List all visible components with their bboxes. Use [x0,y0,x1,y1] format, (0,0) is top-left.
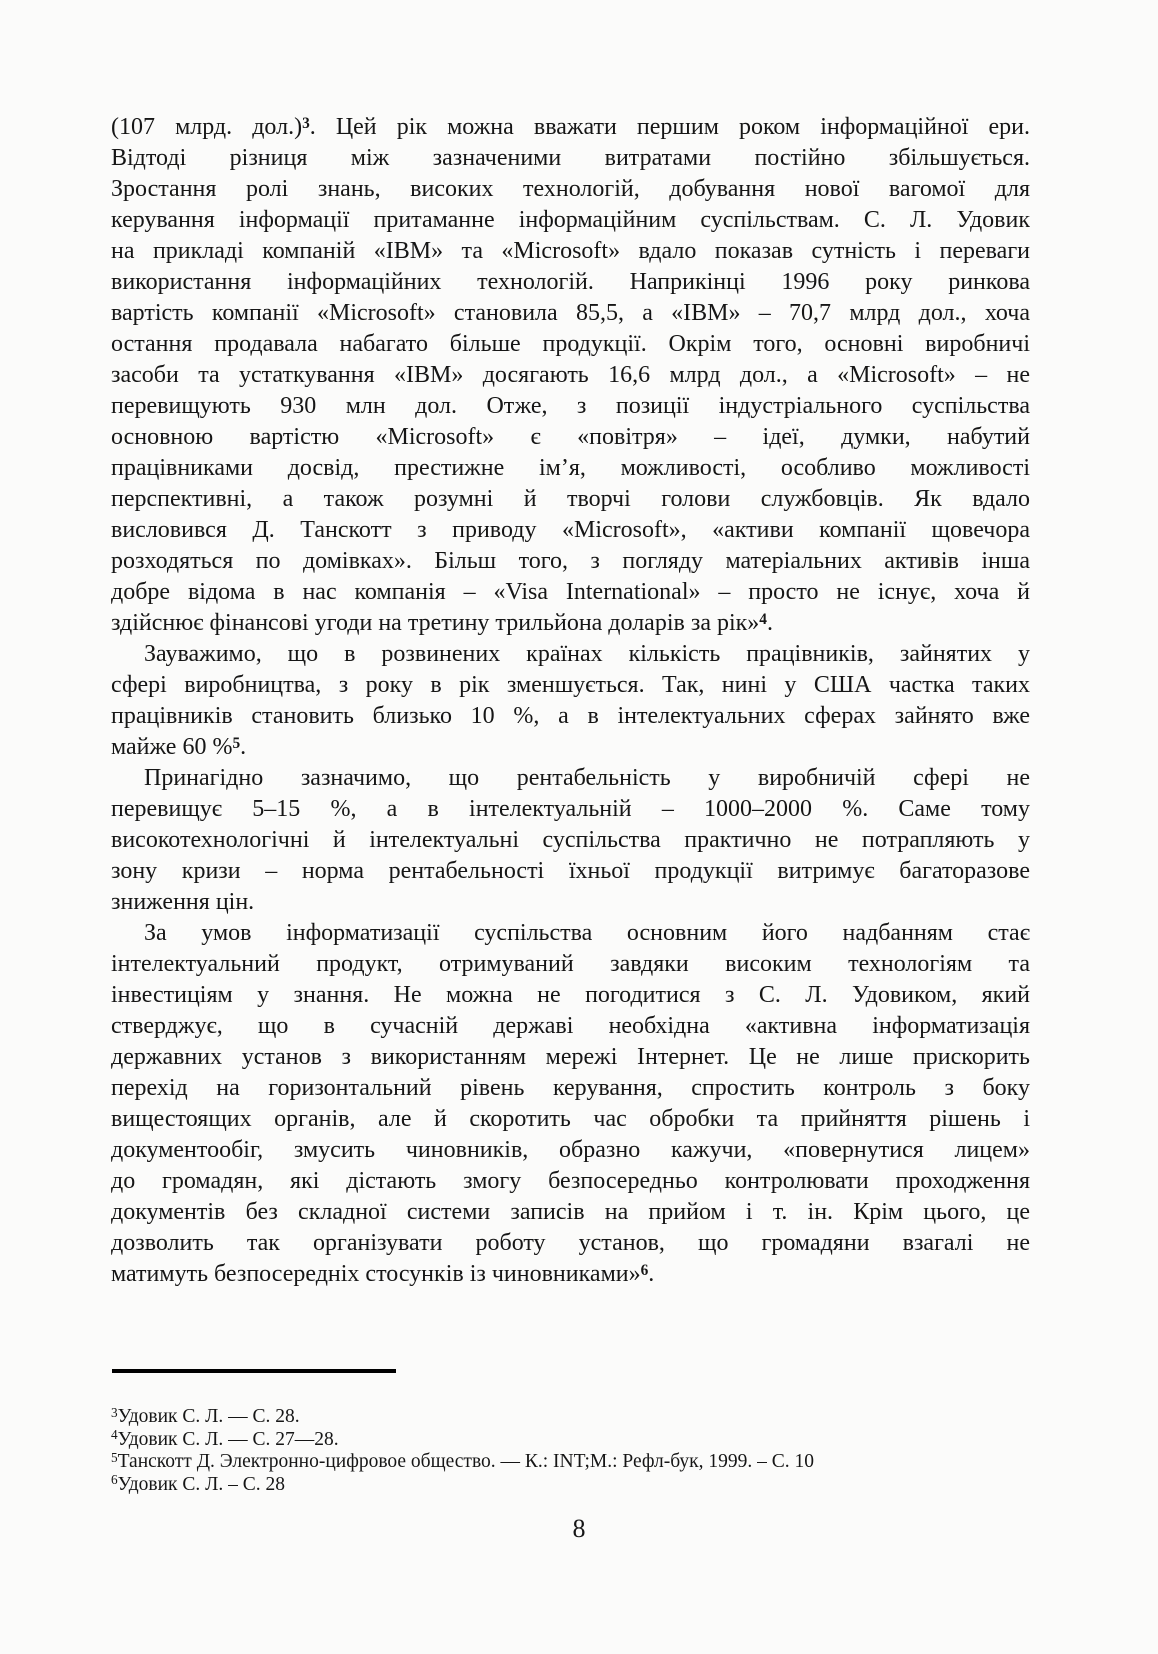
text-line: зону кризи – норма рентабельності їхньої продукції витримує багаторазове [111,858,1030,884]
text-line: сфері виробництва, з року в рік зменшується. Так, нині у США частка таких [111,672,1030,698]
text-line: розходяться по домівках». Більш того, з погляду матеріальних активів інша [111,548,1030,574]
footnote: $^3$Удовик С. Л. — С. 28. [111,1404,300,1427]
text-line: Зауважимо, що в розвинених країнах кількість працівників, зайнятих у [144,641,1030,667]
text-line: остання продавала набагато більше продукції. Окрім того, основні виробничі [111,331,1030,357]
text-line: перевищують 930 млн дол. Отже, з позиції індустріального суспільства [111,393,1030,419]
text-line: керування інформації притаманне інформаційним суспільствам. С. Л. Удовик [111,207,1030,233]
footnote: $^6$Удовик С. Л. – С. 28 [111,1472,285,1495]
text-line: працівників становить близько 10 %, а в інтелектуальних сферах зайнято вже [111,703,1030,729]
text-line: вартість компанії «Microsoft» становила 85,5, а «IBM» – 70,7 млрд дол., хоча [111,300,1030,326]
text-line: інтелектуальний продукт, отримуваний завдяки високим технологіям та [111,951,1030,977]
footnote-ref: 5 [232,734,241,752]
text-line: засоби та устаткування «IBM» досягають 16,6 млрд дол., а «Microsoft» – не [111,362,1030,388]
text-line: зниження цін. [111,889,255,915]
text-line: Відтоді різниця між зазначеними витратами постійно збільшується. [111,145,1030,171]
text-line: основною вартістю «Microsoft» є «повітря» – ідеї, думки, набутий [111,424,1030,450]
footnote-marker: 6 [111,1472,118,1488]
text-line: документообіг, змусить чиновників, образно кажучи, «повернутися лицем» [111,1137,1030,1163]
footnote: $^4$Удовик С. Л. — С. 27—28. [111,1427,339,1450]
text-line: здійснює фінансові угоди на третину трильйона доларів за рік»$^4$. [111,610,773,636]
text-line: на прикладі компаній «IBM» та «Microsoft» вдало показав сутність і переваги [111,238,1030,264]
text-line: використання інформаційних технологій. Наприкінці 1996 року ринкова [111,269,1030,295]
text-line: високотехнологічні й інтелектуальні суспільства практично не потрапляють у [111,827,1030,853]
footnote-ref: 3 [302,114,310,132]
text-line: матимуть безпосередніх стосунків із чиновниками»$^6$. [111,1261,655,1287]
text-line: дозволить так організувати роботу установ, що громадяни взагалі не [111,1230,1030,1256]
footnote-ref: 4 [759,610,767,628]
text-line: Принагідно зазначимо, що рентабельність у виробничій сфері не [144,765,1030,791]
text-line: інвестиціям у знання. Не можна не погодитися з С. Л. Удовиком, який [111,982,1030,1008]
text-line: добре відома в нас компанія – «Visa International» – просто не існує, хоча й [111,579,1030,605]
footnote-marker: 3 [111,1404,118,1420]
text-line: до громадян, які дістають змогу безпосередньо контролювати проходження [111,1168,1030,1194]
body-text [111,112,1030,1290]
text-line: перевищує 5–15 %, а в інтелектуальній – 1000–2000 %. Саме тому [111,796,1030,822]
footnote-separator [112,1369,396,1373]
text-line: (107 млрд. дол.)$^3$. Цей рік можна вважати першим роком інформаційної ери. [111,114,1030,140]
text-line: перехід на горизонтальний рівень керування, спростить контроль з боку [111,1075,1030,1101]
footnote-ref: 6 [640,1261,649,1279]
text-line: Зростання ролі знань, високих технологій, добування нової вагомої для [111,176,1030,202]
text-line: державних установ з використанням мережі Інтернет. Це не лише прискорить [111,1044,1030,1070]
footnote-marker: 4 [111,1427,118,1443]
text-line: працівниками досвід, престижне ім’я, можливості, особливо можливості [111,455,1030,481]
text-line: вищестоящих органів, але й скоротить час обробки та прийняття рішень і [111,1106,1030,1132]
text-line: висловився Д. Танскотт з приводу «Microsoft», «активи компанії щовечора [111,517,1030,543]
text-line: стверджує, що в сучасній державі необхідна «активна інформатизація [111,1013,1030,1039]
footnote-marker: 5 [111,1449,118,1465]
footnotes [111,1406,1030,1496]
footnote: $^5$Танскотт Д. Электронно-цифровое общество. — К.: INT;М.: Рефл-бук, 1999. – С. 10 [111,1449,815,1472]
page-number: 8 [572,1514,586,1543]
text-line: За умов інформатизації суспільства основним його надбанням стає [144,920,1030,946]
text-line: майже 60 %$^5$. [111,734,247,760]
text-line: перспективні, а також розумні й творчі голови службовців. Як вдало [111,486,1030,512]
text-line: документів без складної системи записів на прийом і т. ін. Крім цього, це [111,1199,1030,1225]
